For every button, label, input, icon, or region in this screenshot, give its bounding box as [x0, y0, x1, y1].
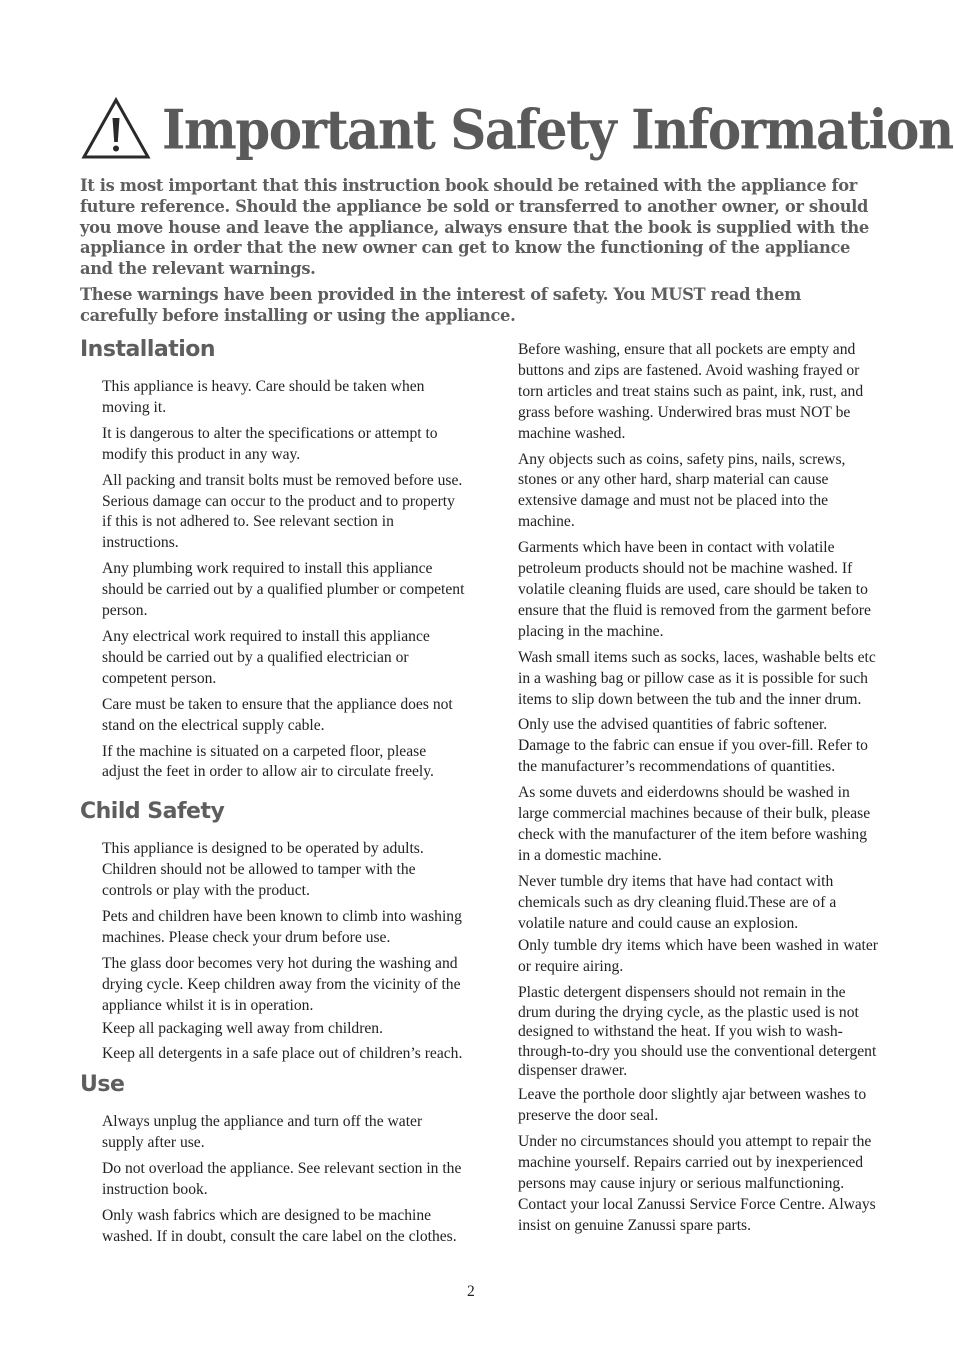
page-title: Important Safety Information — [162, 97, 953, 161]
use-section — [80, 1070, 465, 1247]
intro-text — [80, 176, 880, 332]
list-item: Care must be taken to ensure that the appliance does not stand on the electrical supply cable. — [102, 695, 453, 734]
list-item: Any plumbing work required to install this appliance should be carried out by a qualified plumber or competent person. — [102, 560, 465, 620]
list-item: Garments which have been in contact with volatile petroleum products should not be machine washed. If volatile cleaning fluids are used, care should be taken to ensure that the fluid is removed from the garment before placing in the machine. — [518, 539, 871, 640]
list-item: Only use the advised quantities of fabric softener. Damage to the fabric can ensue if you over-fill. Refer to the manufacturer’s recommendations of quantities. — [518, 716, 868, 776]
list-item: All packing and transit bolts must be removed before use. Serious damage can occur to the product and to property if this is not adhered to. See relevant section in instructions. — [102, 471, 463, 552]
left-column — [80, 335, 465, 1253]
list-item: Under no circumstances should you attempt to repair the machine yourself. Repairs carried out by inexperienced persons may cause injury or serious malfunctioning. Contact your local Zanussi Service Force Centre. Always insist on genuine Zanussi spare parts. — [518, 1133, 876, 1234]
list-item: If the machine is situated on a carpeted floor, please adjust the feet in order to allow air to circulate freely. — [102, 742, 434, 781]
right-column — [518, 340, 878, 1242]
list-item: Keep all packaging well away from children. — [102, 1019, 384, 1037]
page-number: 2 — [467, 1283, 475, 1300]
list-item: Never tumble dry items that have had contact with chemicals such as dry cleaning fluid.These are of a volatile nature and could cause an explosion. — [518, 872, 837, 932]
list-item: Always unplug the appliance and turn off the water supply after use. — [102, 1113, 423, 1152]
list-item: Pets and children have been known to climb into washing machines. Please check your drum before use. — [102, 908, 462, 946]
list-item: Leave the porthole door slightly ajar between washes to preserve the door seal. — [518, 1086, 867, 1125]
installation-section — [80, 335, 465, 783]
list-item: As some duvets and eiderdowns should be washed in large commercial machines because of their bulk, please check with the manufacturer of the item before washing in a domestic machine. — [518, 784, 871, 864]
list-item: This appliance is heavy. Care should be taken when moving it. — [102, 378, 425, 416]
list-item: This appliance is designed to be operated by adults. Children should not be allowed to tamper with the controls or play with the product. — [102, 840, 424, 900]
list-item: The glass door becomes very hot during the washing and drying cycle. Keep children away from the vicinity of the appliance whilst it is in operation. — [102, 954, 461, 1014]
use-heading: Use — [80, 1072, 125, 1098]
intro-paragraph: It is most important that this instruction book should be retained with the appliance for future reference. Should the appliance be sold or transferred to another owner, or should you move house and leave the appliance, always ensure that the book is supplied with the appliance in order that the new owner can get to know the functioning of the appliance and the relevant warnings. — [80, 176, 869, 279]
list-item: Only wash fabrics which are designed to be machine washed. If in doubt, consult the care label on the clothes. — [102, 1207, 457, 1245]
installation-heading: Installation — [80, 337, 216, 362]
list-item: Do not overload the appliance. See relevant section in the instruction book. — [102, 1160, 462, 1199]
use-list — [102, 1112, 465, 1247]
list-item: Any electrical work required to install this appliance should be carried out by a qualified electrician or competent person. — [102, 627, 430, 687]
list-item: Keep all detergents in a safe place out of children’s reach. — [102, 1045, 463, 1063]
intro-paragraph: These warnings have been provided in the interest of safety. You MUST read them carefully before installing or using the appliance. — [80, 284, 801, 325]
list-item: Wash small items such as socks, laces, washable belts etc in a washing bag or pillow case as it is possible for such items to slip down between the tub and the inner drum. — [518, 648, 876, 708]
child-safety-section — [80, 797, 465, 1065]
list-item: Plastic detergent dispensers should not remain in the drum during the drying cycle, as the plastic used is not designed to withstand the heat. If you wish to wash-through-to-dry you should use the conventional detergent dispenser drawer. — [518, 984, 877, 1079]
title-row — [80, 96, 953, 162]
installation-list — [102, 377, 465, 783]
child-safety-heading: Child Safety — [80, 799, 225, 825]
child-safety-list — [102, 839, 465, 1065]
list-item: Before washing, ensure that all pockets are empty and buttons and zips are fastened. Avoid washing frayed or torn articles and treat stains such as paint, ink, rust, and grass before washing. Underwired bras must NOT be machine washed. — [518, 341, 864, 442]
list-item: Only tumble dry items which have been washed in water or require airing. — [518, 937, 878, 976]
list-item: Any objects such as coins, safety pins, nails, screws, stones or any other hard, sharp material can cause extensive damage and must not be placed into the machine. — [518, 450, 846, 531]
list-item: It is dangerous to alter the specifications or attempt to modify this product in any way. — [102, 424, 438, 463]
warning-triangle-icon — [80, 96, 152, 162]
